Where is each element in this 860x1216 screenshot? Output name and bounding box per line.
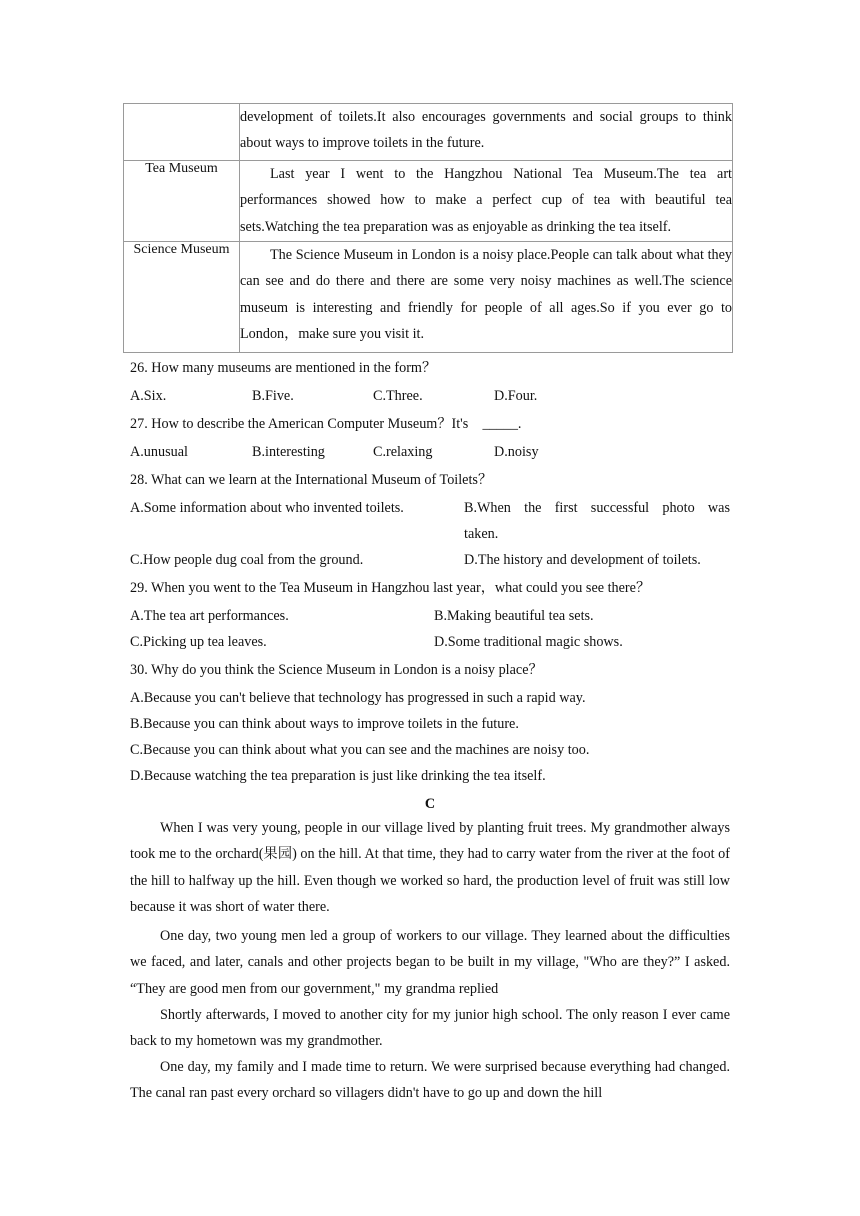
question-28-option-b: B.When the first successful photo was taken. (464, 500, 730, 542)
table-row (124, 161, 733, 242)
table-row (124, 104, 733, 161)
question-29-option-d: D.Some traditional magic shows. (434, 634, 623, 650)
question-29-option-a: A.The tea art performances. (130, 608, 289, 624)
question-26-option-c: C.Three. (373, 388, 423, 404)
question-27-option-a: A.unusual (130, 444, 188, 460)
passage-paragraph-1: When I was very young, people in our village lived by planting fruit trees. My grandmother always took me to the orchard(果园) on the hill. At that time, they had to carry water from the river at the foot of the hill to halfway up the hill. Even though we worked so hard, the production level of fruit was still low because it was short of water there. (130, 820, 730, 915)
question-27-stem: 27. How to describe the American Computer Museum？It's _____. (130, 416, 522, 432)
section-heading: C (424, 796, 436, 812)
question-27-option-d: D.noisy (494, 444, 539, 460)
question-28-stem: 28. What can we learn at the International Museum of Toilets？ (130, 472, 493, 488)
passage-paragraph-2: One day, two young men led a group of workers to our village. They learned about the difficulties we faced, and later, canals and other projects began to be built in my village, "Who are they?” I asked. “They are good men from our government," my grandma replied (130, 928, 730, 997)
question-28-option-d: D.The history and development of toilets. (464, 552, 701, 568)
question-27-option-b: B.interesting (252, 444, 325, 460)
question-27-option-c: C.relaxing (373, 444, 433, 460)
question-30-option-c: C.Because you can think about what you can see and the machines are noisy too. (130, 742, 590, 758)
table-row (124, 242, 733, 353)
question-28-option-a: A.Some information about who invented toilets. (130, 500, 404, 516)
museum-name-cell: Science Museum (124, 242, 240, 353)
question-29-option-c: C.Picking up tea leaves. (130, 634, 267, 650)
museum-name-cell: Tea Museum (124, 161, 240, 242)
museum-table (123, 103, 733, 353)
passage-paragraph-4: One day, my family and I made time to return. We were surprised because everything had changed. The canal ran past every orchard so villagers didn't have to go up and down the hill (130, 1059, 730, 1102)
question-26-option-d: D.Four. (494, 388, 538, 404)
museum-name-cell (124, 104, 240, 161)
question-26-stem: 26. How many museums are mentioned in the form？ (130, 360, 437, 376)
question-30-option-a: A.Because you can't believe that technology has progressed in such a rapid way. (130, 690, 586, 706)
question-30-stem: 30. Why do you think the Science Museum in London is a noisy place？ (130, 662, 543, 678)
museum-description-cell: development of toilets.It also encourages governments and social groups to think about ways to improve toilets in the future. (240, 104, 733, 161)
question-29-stem: 29. When you went to the Tea Museum in Hangzhou last year，what could you see there？ (130, 580, 651, 596)
question-30-option-d: D.Because watching the tea preparation is just like drinking the tea itself. (130, 768, 546, 784)
question-29-option-b: B.Making beautiful tea sets. (434, 608, 594, 624)
question-30-option-b: B.Because you can think about ways to improve toilets in the future. (130, 716, 519, 732)
museum-description-cell: The Science Museum in London is a noisy place.People can talk about what they can see and do there and there are some very noisy machines as well.The science museum is interesting and friendly for people of all ages.So if you ever go to London，make sure you visit it. (240, 242, 733, 353)
question-28-option-c: C.How people dug coal from the ground. (130, 552, 364, 568)
question-26-option-a: A.Six. (130, 388, 167, 404)
museum-description-cell: Last year I went to the Hangzhou National Tea Museum.The tea art performances showed how to make a perfect cup of tea with beautiful tea sets.Watching the tea preparation was as enjoyable as drinking the tea itself. (240, 161, 733, 242)
passage-paragraph-3: Shortly afterwards, I moved to another city for my junior high school. The only reason I ever came back to my hometown was my grandmother. (130, 1007, 730, 1050)
question-26-option-b: B.Five. (252, 388, 294, 404)
